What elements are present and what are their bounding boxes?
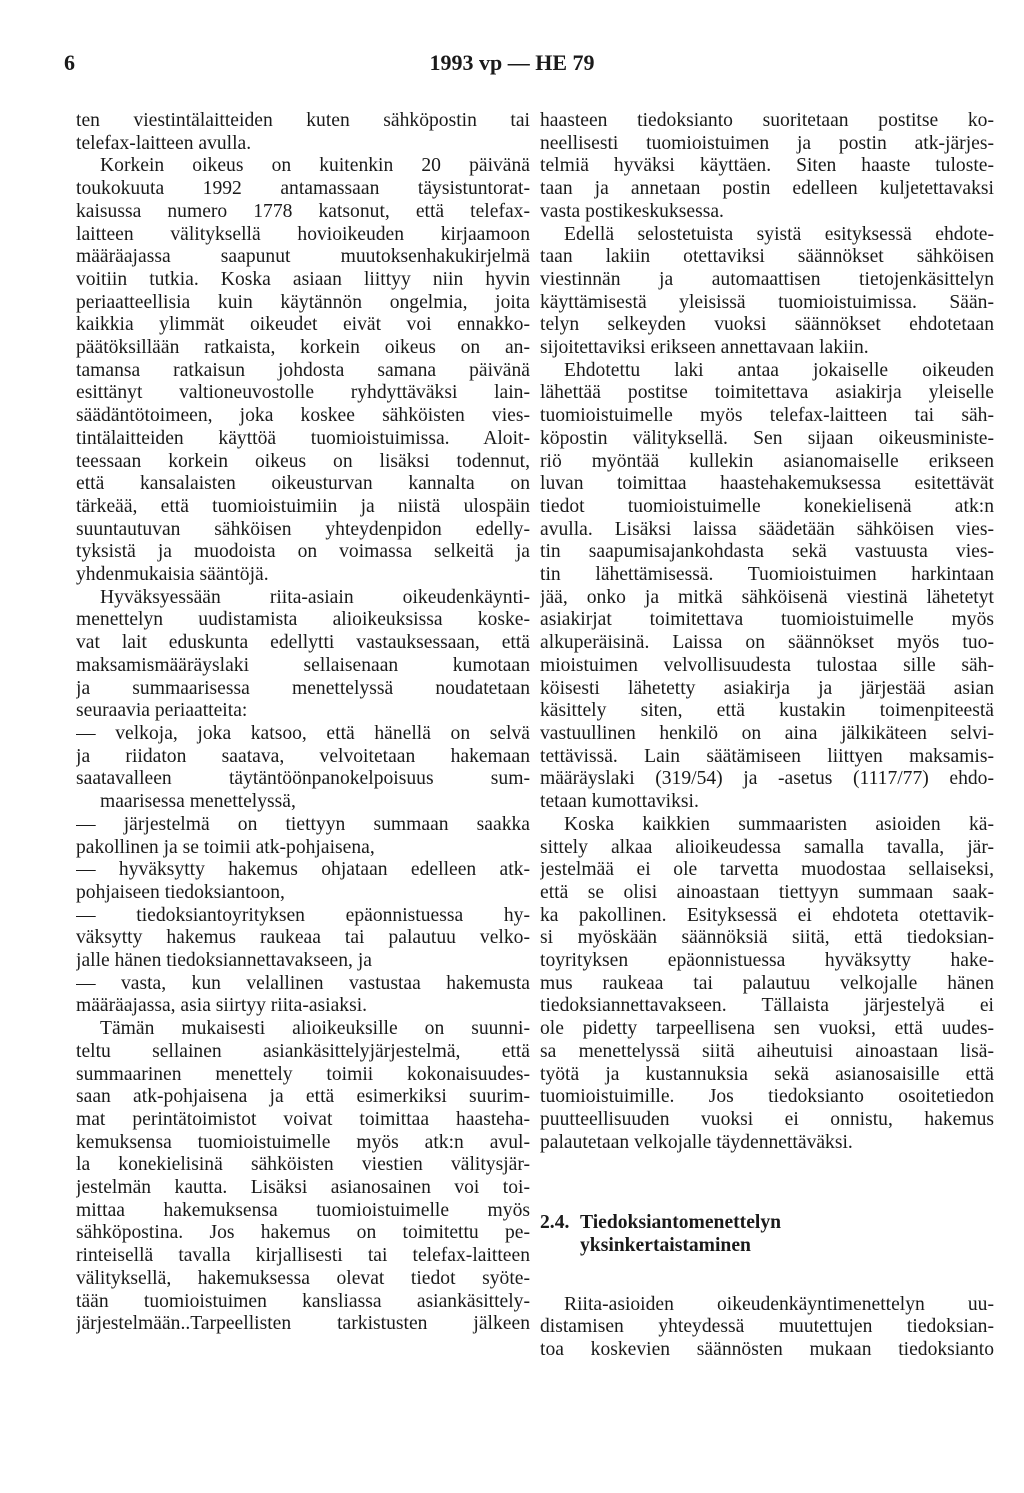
right-column <box>540 110 994 1362</box>
section-number: 2.4. <box>540 1212 570 1234</box>
text-line: tiedot tuomioistuimelle konekielisenä atk:n <box>540 495 994 517</box>
text-line: määräyslaki (319/54) ja -asetus (1117/77) ehdo- <box>540 768 994 790</box>
text-line: telefax-laitteen avulla. <box>76 132 252 154</box>
text-line: toyrityksen epäonnistuessa hyväksytty hake- <box>540 950 994 972</box>
text-line: puutteellisuuden vuoksi ei onnistu, hakemus <box>540 1108 994 1130</box>
text-line: menettelyn uudistamista alioikeuksissa koske- <box>76 609 530 631</box>
text-line: mus raukeaa tai palautuu velkojalle hänen <box>540 972 994 994</box>
text-line: luvan toimittaa haastehakemuksessa esitettävät <box>540 473 994 495</box>
text-line: jalle hänen tiedoksiannettavakseen, ja <box>76 950 372 972</box>
text-line: — järjestelmä on tiettyyn summaan saakka <box>76 813 530 835</box>
running-head: 1993 vp — HE 79 <box>429 50 595 75</box>
section-heading-line1 <box>540 1212 994 1235</box>
text-line: Tämän mukaisesti alioikeuksille on suunni- <box>100 1018 530 1040</box>
page-number: 6 <box>64 50 75 75</box>
text-line: tuomioistuimille. Jos tiedoksianto osoitetiedon <box>540 1086 994 1108</box>
text-line: voitiin tutkia. Koska asiaan liittyy niin hyvin <box>76 268 530 290</box>
text-line: seuraavia periaatteita: <box>76 700 248 722</box>
text-line: neellisesti tuomioistuimen ja postin atk-järjes- <box>540 132 994 154</box>
text-line: saatavalleen täytäntöönpanokelpoisuus sum- <box>76 768 530 790</box>
text-line: ja riidaton saatava, velvoitetaan hakemaan <box>76 745 530 767</box>
text-line: suuntautuvan sähköisen yhteydenpidon edelly- <box>76 518 530 540</box>
text-line: teltu sellainen asiankäsittelyjärjestelmä, että <box>76 1040 530 1062</box>
text-line: välityksellä, hakemuksessa olevat tiedot syöte- <box>76 1267 530 1289</box>
text-line: että se olisi ainoastaan tiettyyn summaan saak- <box>540 881 994 903</box>
text-line: distamisen yhteydessä muutettujen tiedoksian- <box>540 1316 994 1338</box>
section-title-line1: Tiedoksiantomenettelyn <box>580 1212 782 1234</box>
text-line: telmiä hyväksi käyttäen. Siten haaste tuloste- <box>540 155 994 177</box>
text-line: sijoitettaviksi erikseen annettavaan lakiin. <box>540 337 869 359</box>
text-line: Korkein oikeus on kuitenkin 20 päivänä <box>100 155 530 177</box>
text-line: summaarinen menettely toimii kokonaisuudes- <box>76 1063 530 1085</box>
section-spacer-2 <box>540 1258 994 1294</box>
text-line: — vasta, kun velallinen vastustaa hakemusta <box>76 972 530 994</box>
text-line: ja summaarisessa menettelyssä noudatetaan <box>76 677 530 699</box>
text-line: ka pakollinen. Esityksessä ei ehdoteta otettavik- <box>540 904 994 926</box>
text-line: tyksistä ja muodoista on voimassa selkeitä ja <box>76 541 530 563</box>
text-line: vat lait eduskunta edellytti vastauksessaan, että <box>76 632 530 654</box>
text-line: toukokuuta 1992 antamassaan täysistuntorat- <box>76 178 530 200</box>
text-line: Hyväksyessään riita-asiain oikeudenkäynti- <box>100 586 530 608</box>
text-line: tetaan kumottaviksi. <box>540 791 699 813</box>
text-line: palautetaan velkojalle täydennettäväksi. <box>540 1131 853 1153</box>
text-line: taan ja annetaan postin edelleen kuljetettavaksi <box>540 178 994 200</box>
text-line: tintälaitteiden käyttöä tuomioistuimissa. Aloit- <box>76 427 530 449</box>
text-line: avulla. Lisäksi laissa säädetään sähköisen vies- <box>540 518 994 540</box>
text-line: sähköpostina. Jos hakemus on toimitettu pe- <box>76 1222 530 1244</box>
text-line: asiakirjat toimitettava tuomioistuimelle myös <box>540 609 994 631</box>
section-spacer <box>540 1154 994 1212</box>
text-line: käsittely siten, että kustakin toimenpiteestä <box>540 700 994 722</box>
text-line: ole pidetty tarpeellisena sen vuoksi, että uudes- <box>540 1018 994 1040</box>
text-line: Riita-asioiden oikeudenkäyntimenettelyn uu- <box>564 1293 994 1315</box>
text-line: köisesti lähetetty asiakirja ja järjestää asian <box>540 677 994 699</box>
text-line: viestinnän ja automaattisen tietojenkäsittelyn <box>540 268 994 290</box>
text-line: mittaa hakemuksensa tuomioistuimelle myös <box>76 1199 530 1221</box>
left-column <box>76 110 530 1336</box>
text-line: teessaan korkein oikeus on lisäksi todennut, <box>76 450 530 472</box>
text-line: lähettää postitse toimitettava asiakirja yleiselle <box>540 382 994 404</box>
text-line: sa menettelyssä siitä aiheutuisi ainoastaan lisä- <box>540 1040 994 1062</box>
text-line: pohjaiseen tiedoksiantoon, <box>76 881 285 903</box>
text-line: taan lakiin otettaviksi säännökset sähköisen <box>540 246 994 268</box>
text-line: tettävissä. Lain säätämiseen liittyen maksamis- <box>540 745 994 767</box>
text-line: Koska kaikkien summaaristen asioiden kä- <box>564 813 994 835</box>
text-line: järjestelmään..Tarpeellisten tarkistusten jälkeen <box>76 1313 530 1335</box>
text-line: alkuperäisinä. Laissa on säännökset myös tuo- <box>540 632 994 654</box>
text-line: työtä ja kustannuksia sekä asianosaisille että <box>540 1063 994 1085</box>
text-line: tiedoksiannettavakseen. Tällaista järjestelyä ei <box>540 995 994 1017</box>
section-body <box>540 1294 994 1362</box>
text-line: määräajassa, asia siirtyy riita-asiaksi. <box>76 995 368 1017</box>
text-line: toa koskevien säännösten mukaan tiedoksianto <box>540 1339 994 1361</box>
text-line: maksamismääräyslaki sellaisenaan kumotaan <box>76 654 530 676</box>
text-line: yhdenmukaisia sääntöjä. <box>76 564 269 586</box>
section-title-line2: yksinkertaistaminen <box>580 1235 751 1257</box>
text-line: kaisussa numero 1778 katsonut, että telefax- <box>76 200 530 222</box>
text-line: sittely alkaa alioikeudessa samalla tavalla, jär- <box>540 836 994 858</box>
text-line: pakollinen ja se toimii atk-pohjaisena, <box>76 836 375 858</box>
text-line: säädäntötoimeen, joka koskee sähköisten vies- <box>76 405 530 427</box>
text-line: si myöskään säännöksiä siitä, että tiedoksian- <box>540 927 994 949</box>
right-column-body <box>540 110 994 1154</box>
text-line: tin saapumisajankohdasta sekä vastuusta vies- <box>540 541 994 563</box>
text-line: väksytty hakemus raukeaa tai palautuu velko- <box>76 927 530 949</box>
text-line: jää, onko ja mitkä sähköisenä viestinä lähetetyt <box>540 586 994 608</box>
text-line: laitteen välityksellä hovioikeuden kirjaamoon <box>76 223 530 245</box>
text-line: vasta postikeskuksessa. <box>540 200 724 222</box>
text-line: mat perintätoimistot voivat toimittaa haasteha- <box>76 1108 530 1130</box>
text-line: haasteen tiedoksianto suoritetaan postitse ko- <box>540 110 994 131</box>
text-line: saan atk-pohjaisena ja että esimerkiksi suurim- <box>76 1086 530 1108</box>
text-line: ten viestintälaitteiden kuten sähköpostin tai <box>76 110 530 131</box>
text-line: tään tuomioistuimen kansliassa asiankäsittely- <box>76 1290 530 1312</box>
text-line: tin lähettämisessä. Tuomioistuimen harkintaan <box>540 564 994 586</box>
section-heading <box>540 1212 994 1257</box>
text-line: päätöksillään ratkaista, korkein oikeus on an- <box>76 337 530 359</box>
text-line: Ehdotettu laki antaa jokaiselle oikeuden <box>564 359 994 381</box>
text-line: kaikkia ylimmät oikeudet eivät voi ennakko- <box>76 314 530 336</box>
text-line: jestelmää ei ole tarvetta muodostaa sellaiseksi, <box>540 859 994 881</box>
text-line: periaatteellisia kuin käytännön ongelmia, joita <box>76 291 530 313</box>
text-line: maarisessa menettelyssä, <box>100 791 296 813</box>
text-line: la konekielisinä sähköisten viestien välitysjär- <box>76 1154 530 1176</box>
text-line: esittänyt valtioneuvostolle ryhdyttäväksi lain- <box>76 382 530 404</box>
text-line: telyn selkeyden vuoksi säännökset ehdotetaan <box>540 314 994 336</box>
text-line: mioistuimen velvollisuudesta tulostaa sille säh- <box>540 654 994 676</box>
text-line: — velkoja, joka katsoo, että hänellä on selvä <box>76 722 530 744</box>
text-line: tuomioistuimelle myös telefax-laitteen tai säh- <box>540 405 994 427</box>
text-line: vastuullinen henkilö on aina jälkikäteen selvi- <box>540 722 994 744</box>
text-line: tärkeää, että tuomioistuimiin ja niistä ulospäin <box>76 495 530 517</box>
text-line: — tiedoksiantoyrityksen epäonnistuessa hy- <box>76 904 530 926</box>
text-line: jestelmän kautta. Lisäksi asianosainen voi toi- <box>76 1177 530 1199</box>
text-line: — hyväksytty hakemus ohjataan edelleen atk- <box>76 859 530 881</box>
text-line: määräajassa saapunut muutoksenhakukirjelmä <box>76 246 530 268</box>
text-line: köpostin välityksellä. Sen sijaan oikeusministe- <box>540 427 994 449</box>
text-line: Edellä selostetuista syistä esityksessä ehdote- <box>564 223 994 245</box>
text-line: rinteisellä tavalla kirjallisesti tai telefax-laitteen <box>76 1245 530 1267</box>
text-line: tamansa ratkaisun johdosta samana päivänä <box>76 359 530 381</box>
text-line: käyttämisestä yleisissä tuomioistuimissa. Sään- <box>540 291 994 313</box>
text-line: riö myöntää kullekin asianomaiselle erikseen <box>540 450 994 472</box>
text-line: että kansalaisten oikeusturvan kannalta on <box>76 473 530 495</box>
text-line: kemuksensa tuomioistuimelle myös atk:n avul- <box>76 1131 530 1153</box>
